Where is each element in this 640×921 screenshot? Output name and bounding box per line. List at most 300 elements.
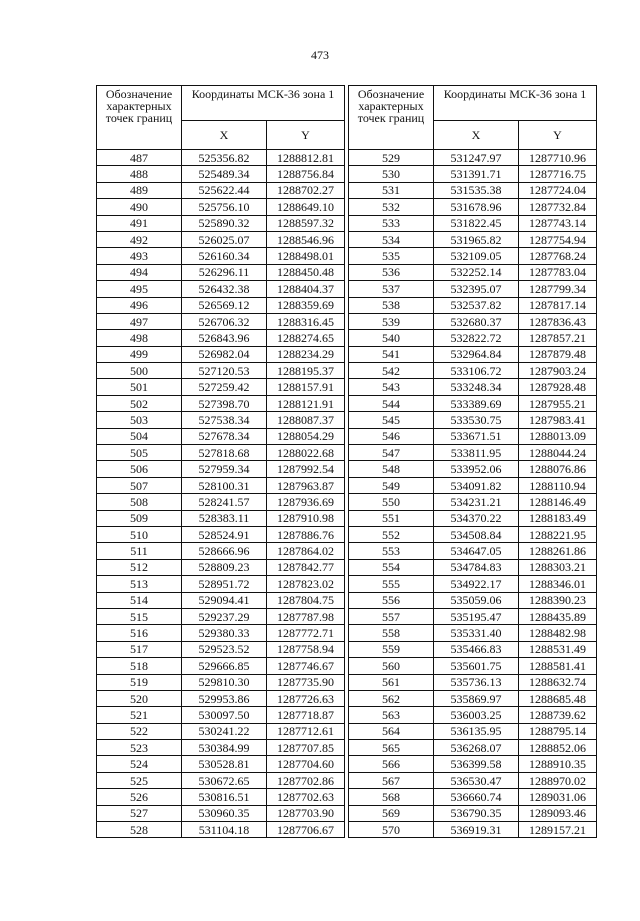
point-id-cell: 569 xyxy=(349,805,434,821)
table-row xyxy=(349,346,597,362)
x-coordinate-cell: 529810.30 xyxy=(182,674,267,690)
point-id-cell: 564 xyxy=(349,723,434,739)
x-coordinate-cell: 530384.99 xyxy=(182,740,267,756)
x-coordinate-cell: 534370.22 xyxy=(434,510,519,526)
point-id-cell: 549 xyxy=(349,477,434,493)
x-coordinate-cell: 526432.38 xyxy=(182,281,267,297)
y-coordinate-cell: 1288221.95 xyxy=(519,526,597,542)
y-coordinate-cell: 1287703.90 xyxy=(267,805,345,821)
point-id-cell: 562 xyxy=(349,690,434,706)
table-row xyxy=(349,592,597,608)
x-coordinate-cell: 528666.96 xyxy=(182,543,267,559)
y-coordinate-cell: 1287836.43 xyxy=(519,313,597,329)
y-coordinate-cell: 1287772.71 xyxy=(267,625,345,641)
y-coordinate-cell: 1287864.02 xyxy=(267,543,345,559)
y-coordinate-cell: 1287842.77 xyxy=(267,559,345,575)
point-id-cell: 519 xyxy=(97,674,182,690)
point-id-cell: 537 xyxy=(349,281,434,297)
x-coordinate-cell: 525622.44 xyxy=(182,182,267,198)
x-coordinate-cell: 529094.41 xyxy=(182,592,267,608)
point-id-cell: 563 xyxy=(349,707,434,723)
table-row xyxy=(97,330,345,346)
table-row xyxy=(349,559,597,575)
table-row xyxy=(349,608,597,624)
point-id-cell: 544 xyxy=(349,395,434,411)
x-coordinate-cell: 531104.18 xyxy=(182,822,267,838)
y-coordinate-cell: 1288013.09 xyxy=(519,428,597,444)
table-row xyxy=(349,494,597,510)
y-coordinate-cell: 1287768.24 xyxy=(519,248,597,264)
y-coordinate-cell: 1288482.98 xyxy=(519,625,597,641)
table-row xyxy=(349,658,597,674)
point-id-cell: 538 xyxy=(349,297,434,313)
y-coordinate-cell: 1287702.63 xyxy=(267,789,345,805)
point-id-cell: 504 xyxy=(97,428,182,444)
x-coordinate-cell: 525489.34 xyxy=(182,166,267,182)
point-id-cell: 533 xyxy=(349,215,434,231)
table-row xyxy=(97,231,345,247)
y-coordinate-cell: 1287716.75 xyxy=(519,166,597,182)
point-id-cell: 506 xyxy=(97,461,182,477)
point-id-cell: 536 xyxy=(349,264,434,280)
point-id-cell: 542 xyxy=(349,363,434,379)
table-row xyxy=(97,248,345,264)
table-row xyxy=(97,461,345,477)
y-coordinate-cell: 1287992.54 xyxy=(267,461,345,477)
x-coordinate-cell: 530816.51 xyxy=(182,789,267,805)
point-id-cell: 510 xyxy=(97,526,182,542)
point-id-cell: 488 xyxy=(97,166,182,182)
x-coordinate-cell: 530097.50 xyxy=(182,707,267,723)
table-row xyxy=(349,330,597,346)
x-coordinate-cell: 527678.34 xyxy=(182,428,267,444)
y-coordinate-cell: 1287963.87 xyxy=(267,477,345,493)
x-column-header: X xyxy=(434,121,519,150)
x-coordinate-cell: 532822.72 xyxy=(434,330,519,346)
point-id-cell: 556 xyxy=(349,592,434,608)
table-row xyxy=(97,543,345,559)
point-id-cell: 541 xyxy=(349,346,434,362)
point-id-cell: 524 xyxy=(97,756,182,772)
y-coordinate-cell: 1287799.34 xyxy=(519,281,597,297)
point-id-cell: 560 xyxy=(349,658,434,674)
y-coordinate-cell: 1288702.27 xyxy=(267,182,345,198)
point-id-cell: 531 xyxy=(349,182,434,198)
x-coordinate-cell: 533671.51 xyxy=(434,428,519,444)
table-row xyxy=(349,690,597,706)
table-row xyxy=(349,281,597,297)
y-coordinate-cell: 1287746.67 xyxy=(267,658,345,674)
x-coordinate-cell: 526025.07 xyxy=(182,231,267,247)
table-row xyxy=(349,822,597,838)
x-coordinate-cell: 533248.34 xyxy=(434,379,519,395)
point-id-cell: 487 xyxy=(97,150,182,166)
table-row xyxy=(349,231,597,247)
x-coordinate-cell: 535601.75 xyxy=(434,658,519,674)
y-coordinate-cell: 1287704.60 xyxy=(267,756,345,772)
point-id-cell: 530 xyxy=(349,166,434,182)
point-id-cell: 489 xyxy=(97,182,182,198)
table-row xyxy=(97,789,345,805)
y-coordinate-cell: 1287817.14 xyxy=(519,297,597,313)
x-coordinate-cell: 527538.34 xyxy=(182,412,267,428)
point-id-cell: 518 xyxy=(97,658,182,674)
y-coordinate-cell: 1289093.46 xyxy=(519,805,597,821)
x-coordinate-cell: 529953.86 xyxy=(182,690,267,706)
point-id-cell: 526 xyxy=(97,789,182,805)
point-id-cell: 552 xyxy=(349,526,434,542)
y-coordinate-cell: 1287903.24 xyxy=(519,363,597,379)
table-row xyxy=(97,297,345,313)
x-coordinate-cell: 530960.35 xyxy=(182,805,267,821)
table-row xyxy=(349,641,597,657)
table-row xyxy=(97,281,345,297)
x-coordinate-cell: 526296.11 xyxy=(182,264,267,280)
x-coordinate-cell: 536399.58 xyxy=(434,756,519,772)
y-coordinate-cell: 1287732.84 xyxy=(519,199,597,215)
x-coordinate-cell: 533389.69 xyxy=(434,395,519,411)
y-coordinate-cell: 1288195.37 xyxy=(267,363,345,379)
y-coordinate-cell: 1287787.98 xyxy=(267,608,345,624)
point-id-cell: 551 xyxy=(349,510,434,526)
x-coordinate-cell: 531247.97 xyxy=(434,150,519,166)
table-body-left xyxy=(97,150,345,838)
x-coordinate-cell: 532964.84 xyxy=(434,346,519,362)
table-row xyxy=(97,559,345,575)
coordinates-table-right xyxy=(348,85,597,838)
x-coordinate-cell: 532109.05 xyxy=(434,248,519,264)
y-column-header: Y xyxy=(267,121,345,150)
point-id-cell: 554 xyxy=(349,559,434,575)
point-id-cell: 499 xyxy=(97,346,182,362)
table-row xyxy=(97,740,345,756)
x-coordinate-cell: 532537.82 xyxy=(434,297,519,313)
table-row xyxy=(97,756,345,772)
y-coordinate-cell: 1287910.98 xyxy=(267,510,345,526)
table-row xyxy=(349,313,597,329)
y-coordinate-cell: 1287928.48 xyxy=(519,379,597,395)
x-coordinate-cell: 528100.31 xyxy=(182,477,267,493)
y-coordinate-cell: 1288261.86 xyxy=(519,543,597,559)
y-coordinate-cell: 1288022.68 xyxy=(267,445,345,461)
x-coordinate-cell: 527120.53 xyxy=(182,363,267,379)
x-coordinate-cell: 533811.95 xyxy=(434,445,519,461)
x-coordinate-cell: 530241.22 xyxy=(182,723,267,739)
point-id-cell: 557 xyxy=(349,608,434,624)
table-row xyxy=(349,182,597,198)
y-coordinate-cell: 1288044.24 xyxy=(519,445,597,461)
x-coordinate-cell: 535869.97 xyxy=(434,690,519,706)
table-body-right xyxy=(349,150,597,838)
x-coordinate-cell: 531678.96 xyxy=(434,199,519,215)
point-id-cell: 502 xyxy=(97,395,182,411)
table-row xyxy=(349,756,597,772)
point-id-cell: 507 xyxy=(97,477,182,493)
y-coordinate-cell: 1287702.86 xyxy=(267,772,345,788)
x-coordinate-cell: 534784.83 xyxy=(434,559,519,575)
point-id-cell: 568 xyxy=(349,789,434,805)
point-id-cell: 567 xyxy=(349,772,434,788)
point-id-cell: 527 xyxy=(97,805,182,821)
point-id-cell: 555 xyxy=(349,576,434,592)
y-coordinate-cell: 1288531.49 xyxy=(519,641,597,657)
table-row xyxy=(97,412,345,428)
y-coordinate-cell: 1287724.04 xyxy=(519,182,597,198)
table-row xyxy=(349,543,597,559)
table-row xyxy=(349,789,597,805)
table-row xyxy=(349,477,597,493)
point-id-cell: 528 xyxy=(97,822,182,838)
coordinates-table-left xyxy=(96,85,345,838)
point-id-cell: 566 xyxy=(349,756,434,772)
x-coordinate-cell: 536660.74 xyxy=(434,789,519,805)
y-coordinate-cell: 1287857.21 xyxy=(519,330,597,346)
point-id-cell: 547 xyxy=(349,445,434,461)
point-id-cell: 514 xyxy=(97,592,182,608)
x-coordinate-cell: 526982.04 xyxy=(182,346,267,362)
y-coordinate-cell: 1288970.02 xyxy=(519,772,597,788)
point-id-cell: 517 xyxy=(97,641,182,657)
point-id-cell: 501 xyxy=(97,379,182,395)
table-row xyxy=(349,166,597,182)
table-row xyxy=(97,608,345,624)
y-coordinate-cell: 1288597.32 xyxy=(267,215,345,231)
point-id-cell: 559 xyxy=(349,641,434,657)
point-id-cell: 500 xyxy=(97,363,182,379)
table-row xyxy=(349,215,597,231)
y-coordinate-cell: 1289031.06 xyxy=(519,789,597,805)
x-coordinate-cell: 532680.37 xyxy=(434,313,519,329)
y-coordinate-cell: 1288087.37 xyxy=(267,412,345,428)
table-row xyxy=(97,576,345,592)
point-id-cell: 509 xyxy=(97,510,182,526)
table-row xyxy=(349,510,597,526)
x-coordinate-cell: 532395.07 xyxy=(434,281,519,297)
table-row xyxy=(97,822,345,838)
point-id-cell: 570 xyxy=(349,822,434,838)
point-id-cell: 516 xyxy=(97,625,182,641)
table-row xyxy=(97,674,345,690)
x-coordinate-cell: 525756.10 xyxy=(182,199,267,215)
y-coordinate-cell: 1287955.21 xyxy=(519,395,597,411)
table-row xyxy=(97,166,345,182)
point-id-cell: 532 xyxy=(349,199,434,215)
x-coordinate-cell: 526843.96 xyxy=(182,330,267,346)
y-coordinate-cell: 1287886.76 xyxy=(267,526,345,542)
x-coordinate-cell: 526569.12 xyxy=(182,297,267,313)
x-column-header: X xyxy=(182,121,267,150)
table-row xyxy=(349,674,597,690)
x-coordinate-cell: 535466.83 xyxy=(434,641,519,657)
point-id-cell: 498 xyxy=(97,330,182,346)
y-coordinate-cell: 1288404.37 xyxy=(267,281,345,297)
coordinate-system-header: Координаты МСК-36 зона 1 xyxy=(182,86,345,121)
y-coordinate-cell: 1288157.91 xyxy=(267,379,345,395)
x-coordinate-cell: 534508.84 xyxy=(434,526,519,542)
y-coordinate-cell: 1288234.29 xyxy=(267,346,345,362)
point-id-cell: 522 xyxy=(97,723,182,739)
y-coordinate-cell: 1288146.49 xyxy=(519,494,597,510)
y-coordinate-cell: 1287706.67 xyxy=(267,822,345,838)
table-row xyxy=(349,445,597,461)
table-row xyxy=(97,510,345,526)
table-row xyxy=(349,379,597,395)
table-row xyxy=(97,772,345,788)
table-row xyxy=(97,477,345,493)
x-coordinate-cell: 535059.06 xyxy=(434,592,519,608)
point-id-cell: 553 xyxy=(349,543,434,559)
table-row xyxy=(349,772,597,788)
x-coordinate-cell: 535331.40 xyxy=(434,625,519,641)
table-row xyxy=(349,576,597,592)
x-coordinate-cell: 534647.05 xyxy=(434,543,519,559)
x-coordinate-cell: 528809.23 xyxy=(182,559,267,575)
point-id-cell: 490 xyxy=(97,199,182,215)
table-row xyxy=(349,248,597,264)
table-row xyxy=(97,690,345,706)
y-coordinate-cell: 1287726.63 xyxy=(267,690,345,706)
y-coordinate-cell: 1288316.45 xyxy=(267,313,345,329)
y-coordinate-cell: 1288450.48 xyxy=(267,264,345,280)
y-coordinate-cell: 1288110.94 xyxy=(519,477,597,493)
table-row xyxy=(97,264,345,280)
table-row xyxy=(349,395,597,411)
point-id-cell: 525 xyxy=(97,772,182,788)
y-column-header: Y xyxy=(519,121,597,150)
x-coordinate-cell: 527259.42 xyxy=(182,379,267,395)
table-row xyxy=(97,805,345,821)
table-row xyxy=(349,150,597,166)
x-coordinate-cell: 530528.81 xyxy=(182,756,267,772)
table-row xyxy=(97,379,345,395)
table-row xyxy=(349,625,597,641)
x-coordinate-cell: 534091.82 xyxy=(434,477,519,493)
y-coordinate-cell: 1288274.65 xyxy=(267,330,345,346)
y-coordinate-cell: 1288812.81 xyxy=(267,150,345,166)
table-row xyxy=(349,723,597,739)
table-row xyxy=(97,428,345,444)
x-coordinate-cell: 533530.75 xyxy=(434,412,519,428)
point-id-cell: 539 xyxy=(349,313,434,329)
x-coordinate-cell: 529523.52 xyxy=(182,641,267,657)
point-id-cell: 565 xyxy=(349,740,434,756)
y-coordinate-cell: 1287758.94 xyxy=(267,641,345,657)
x-coordinate-cell: 531822.45 xyxy=(434,215,519,231)
x-coordinate-cell: 526160.34 xyxy=(182,248,267,264)
table-row xyxy=(97,641,345,657)
y-coordinate-cell: 1288359.69 xyxy=(267,297,345,313)
x-coordinate-cell: 534922.17 xyxy=(434,576,519,592)
y-coordinate-cell: 1288076.86 xyxy=(519,461,597,477)
x-coordinate-cell: 525356.82 xyxy=(182,150,267,166)
point-column-header: Обозначение характерных точек границ xyxy=(97,86,182,150)
y-coordinate-cell: 1288581.41 xyxy=(519,658,597,674)
point-id-cell: 546 xyxy=(349,428,434,444)
x-coordinate-cell: 528241.57 xyxy=(182,494,267,510)
table-row xyxy=(97,723,345,739)
x-coordinate-cell: 535195.47 xyxy=(434,608,519,624)
point-id-cell: 508 xyxy=(97,494,182,510)
table-row xyxy=(97,445,345,461)
y-coordinate-cell: 1288852.06 xyxy=(519,740,597,756)
table-row xyxy=(97,182,345,198)
point-id-cell: 496 xyxy=(97,297,182,313)
coordinate-system-header: Координаты МСК-36 зона 1 xyxy=(434,86,597,121)
table-row xyxy=(97,395,345,411)
x-coordinate-cell: 528383.11 xyxy=(182,510,267,526)
x-coordinate-cell: 530672.65 xyxy=(182,772,267,788)
table-row xyxy=(97,313,345,329)
point-id-cell: 495 xyxy=(97,281,182,297)
point-id-cell: 511 xyxy=(97,543,182,559)
y-coordinate-cell: 1288346.01 xyxy=(519,576,597,592)
y-coordinate-cell: 1288303.21 xyxy=(519,559,597,575)
point-id-cell: 540 xyxy=(349,330,434,346)
y-coordinate-cell: 1287735.90 xyxy=(267,674,345,690)
table-row xyxy=(349,264,597,280)
point-id-cell: 550 xyxy=(349,494,434,510)
point-id-cell: 494 xyxy=(97,264,182,280)
x-coordinate-cell: 525890.32 xyxy=(182,215,267,231)
point-column-header: Обозначение характерных точек границ xyxy=(349,86,434,150)
x-coordinate-cell: 536135.95 xyxy=(434,723,519,739)
y-coordinate-cell: 1288546.96 xyxy=(267,231,345,247)
point-id-cell: 515 xyxy=(97,608,182,624)
table-row xyxy=(349,707,597,723)
x-coordinate-cell: 536919.31 xyxy=(434,822,519,838)
y-coordinate-cell: 1289157.21 xyxy=(519,822,597,838)
y-coordinate-cell: 1287983.41 xyxy=(519,412,597,428)
x-coordinate-cell: 534231.21 xyxy=(434,494,519,510)
x-coordinate-cell: 527959.34 xyxy=(182,461,267,477)
y-coordinate-cell: 1287936.69 xyxy=(267,494,345,510)
table-row xyxy=(97,150,345,166)
point-id-cell: 521 xyxy=(97,707,182,723)
y-coordinate-cell: 1288498.01 xyxy=(267,248,345,264)
y-coordinate-cell: 1288632.74 xyxy=(519,674,597,690)
point-id-cell: 548 xyxy=(349,461,434,477)
y-coordinate-cell: 1288685.48 xyxy=(519,690,597,706)
x-coordinate-cell: 535736.13 xyxy=(434,674,519,690)
y-coordinate-cell: 1287754.94 xyxy=(519,231,597,247)
y-coordinate-cell: 1288649.10 xyxy=(267,199,345,215)
y-coordinate-cell: 1288910.35 xyxy=(519,756,597,772)
table-row xyxy=(349,199,597,215)
table-row xyxy=(97,494,345,510)
point-id-cell: 543 xyxy=(349,379,434,395)
table-row xyxy=(349,740,597,756)
x-coordinate-cell: 532252.14 xyxy=(434,264,519,280)
table-row xyxy=(349,412,597,428)
table-row xyxy=(349,526,597,542)
point-id-cell: 505 xyxy=(97,445,182,461)
y-coordinate-cell: 1288435.89 xyxy=(519,608,597,624)
table-row xyxy=(97,592,345,608)
point-id-cell: 493 xyxy=(97,248,182,264)
x-coordinate-cell: 528951.72 xyxy=(182,576,267,592)
point-id-cell: 503 xyxy=(97,412,182,428)
table-row xyxy=(349,805,597,821)
table-row xyxy=(97,346,345,362)
table-row xyxy=(349,363,597,379)
x-coordinate-cell: 536790.35 xyxy=(434,805,519,821)
table-row xyxy=(349,428,597,444)
y-coordinate-cell: 1288795.14 xyxy=(519,723,597,739)
y-coordinate-cell: 1287710.96 xyxy=(519,150,597,166)
y-coordinate-cell: 1288121.91 xyxy=(267,395,345,411)
point-id-cell: 513 xyxy=(97,576,182,592)
table-row xyxy=(97,363,345,379)
